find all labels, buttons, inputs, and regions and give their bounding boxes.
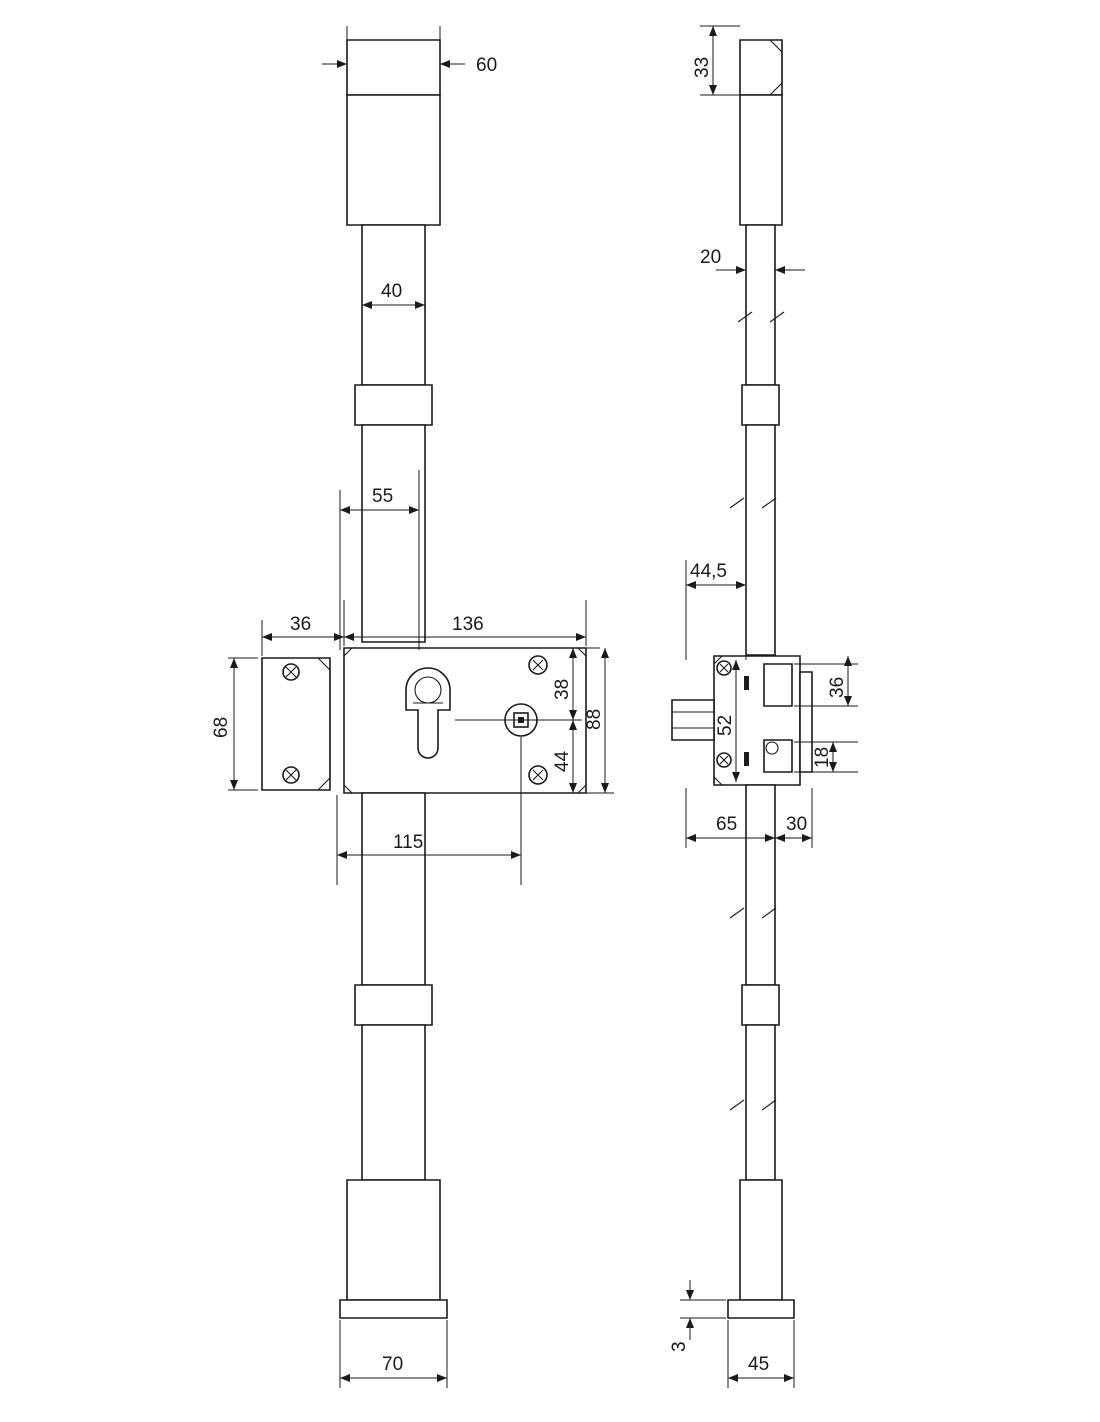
front-view <box>211 26 614 1388</box>
dim-44-5-label: 44,5 <box>690 561 727 582</box>
dim-38-label: 38 <box>552 678 573 700</box>
dim-3 <box>669 1280 726 1352</box>
dim-18-label: 18 <box>812 746 833 768</box>
dim-70 <box>340 1320 447 1388</box>
front-top-cap <box>347 40 440 95</box>
side-bottom-block <box>740 1180 782 1300</box>
dim-52-label: 52 <box>715 714 736 736</box>
front-rod-3 <box>362 793 425 985</box>
dim-88-label: 88 <box>584 708 605 730</box>
front-rod-2 <box>362 425 425 642</box>
dim-3-label: 3 <box>669 1341 690 1352</box>
side-latch-window <box>764 664 792 706</box>
side-rod-2 <box>746 425 775 655</box>
front-rod-4 <box>362 1025 425 1180</box>
dim-33 <box>692 26 740 95</box>
dim-36-front <box>262 600 344 656</box>
dim-36-side-label: 36 <box>827 676 848 698</box>
side-cylinder-boss <box>672 700 714 740</box>
cylinder-cam <box>415 677 441 703</box>
dim-44-5 <box>686 545 746 660</box>
front-top-block <box>347 95 440 225</box>
side-base-plate <box>728 1300 794 1318</box>
dim-44-label: 44 <box>552 750 573 772</box>
side-top-cap <box>740 40 782 95</box>
dim-68 <box>211 658 258 790</box>
dim-30-label: 30 <box>786 814 808 835</box>
dim-36-front-label: 36 <box>290 614 312 635</box>
side-collar-1 <box>742 385 779 425</box>
side-rod-1 <box>746 225 775 385</box>
dim-68-label: 68 <box>211 716 232 738</box>
dim-30 <box>775 788 812 848</box>
dim-45 <box>728 1320 794 1388</box>
dim-115-label: 115 <box>393 832 424 853</box>
dim-40-label: 40 <box>381 281 403 302</box>
front-bottom-block <box>347 1180 440 1300</box>
dim-65-label: 65 <box>716 814 738 835</box>
side-rod-4 <box>746 1025 775 1180</box>
front-collar-2 <box>355 985 432 1025</box>
dim-88 <box>584 648 614 793</box>
side-slot-top <box>744 676 749 690</box>
side-faceplate <box>800 672 812 772</box>
side-view <box>669 26 858 1388</box>
front-collar-1 <box>355 385 432 425</box>
dim-45-label: 45 <box>748 1354 770 1375</box>
side-slot-bottom <box>744 752 749 766</box>
dim-60-label: 60 <box>476 55 498 76</box>
dim-33-label: 33 <box>692 56 713 78</box>
side-rod-3 <box>746 785 775 985</box>
side-collar-2 <box>742 985 779 1025</box>
side-bolt-pin <box>766 742 778 754</box>
dim-70-label: 70 <box>382 1354 404 1375</box>
side-top-block <box>740 95 782 225</box>
dim-136-label: 136 <box>452 614 484 635</box>
front-base-plate <box>340 1300 447 1318</box>
dim-55-label: 55 <box>372 486 394 507</box>
dim-20-label: 20 <box>700 247 722 268</box>
